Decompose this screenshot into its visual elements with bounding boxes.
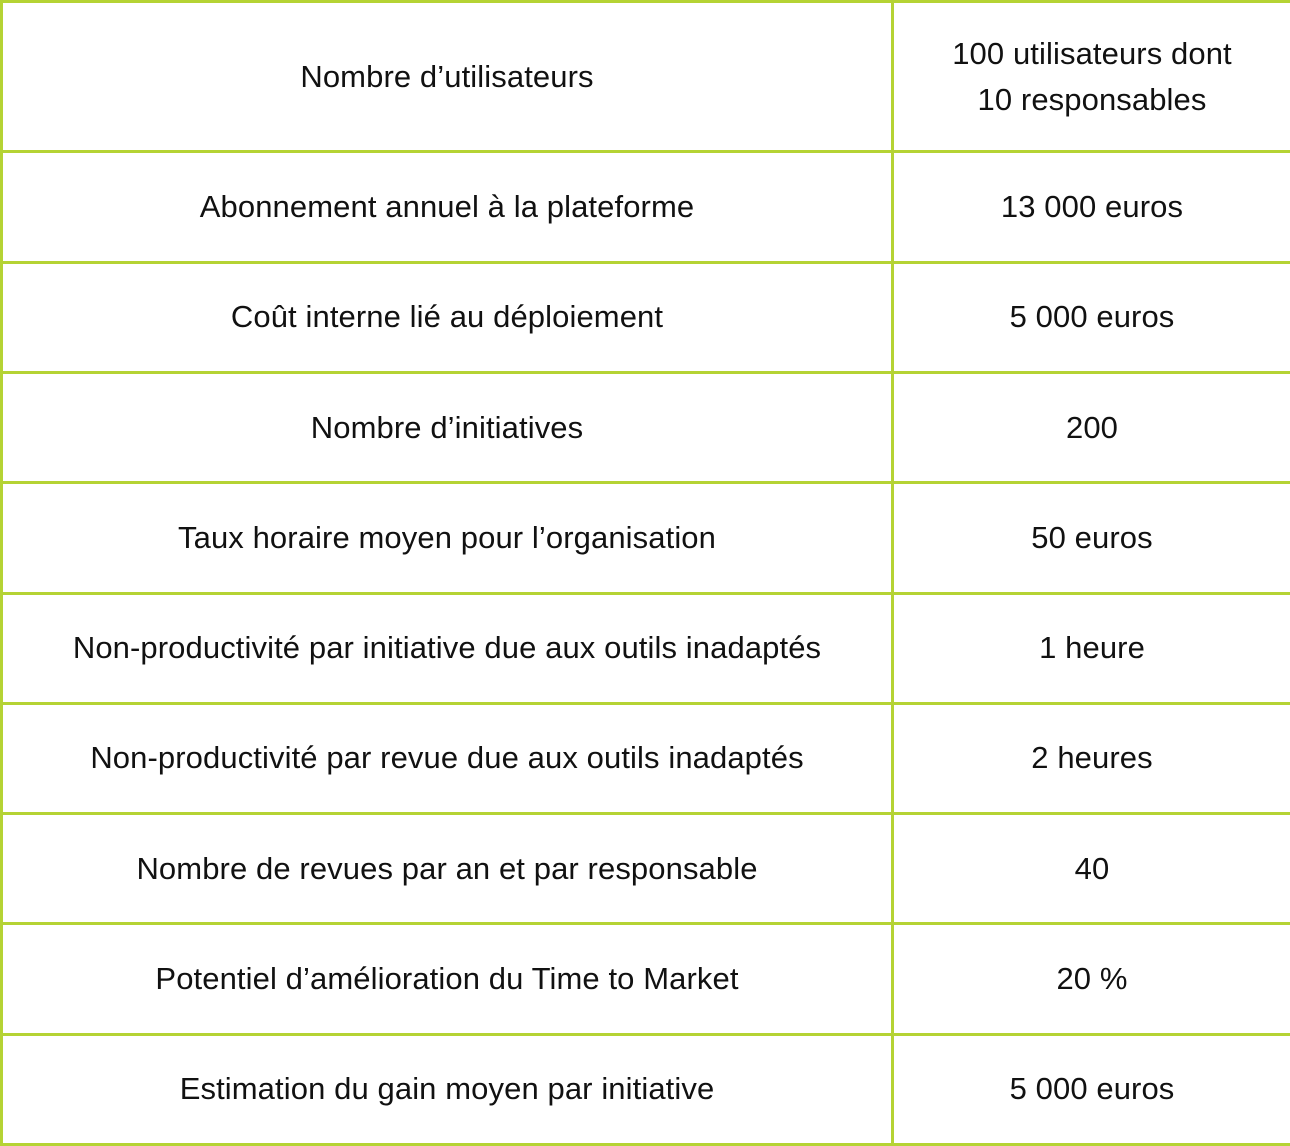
row-label: Taux horaire moyen pour l’organisation xyxy=(2,483,893,593)
row-value: 50 euros xyxy=(893,483,1290,593)
row-value: 13 000 euros xyxy=(893,152,1290,262)
table-row xyxy=(2,593,1290,703)
row-value xyxy=(893,2,1290,152)
row-value: 1 heure xyxy=(893,593,1290,703)
table-row xyxy=(2,262,1290,372)
row-label: Abonnement annuel à la plateforme xyxy=(2,152,893,262)
row-label: Potentiel d’amélioration du Time to Market xyxy=(2,924,893,1034)
table-row xyxy=(2,703,1290,813)
row-value: 200 xyxy=(893,372,1290,482)
row-value-line: 10 responsables xyxy=(977,81,1207,117)
row-label: Nombre d’initiatives xyxy=(2,372,893,482)
table-row xyxy=(2,483,1290,593)
row-value: 2 heures xyxy=(893,703,1290,813)
table-row xyxy=(2,152,1290,262)
table-row xyxy=(2,924,1290,1034)
row-label: Non-productivité par initiative due aux outils inadaptés xyxy=(2,593,893,703)
row-label: Nombre d’utilisateurs xyxy=(2,2,893,152)
table-row xyxy=(2,2,1290,152)
row-value: 5 000 euros xyxy=(893,262,1290,372)
row-value-line: 100 utilisateurs dont xyxy=(952,35,1232,71)
row-value: 20 % xyxy=(893,924,1290,1034)
table-row xyxy=(2,372,1290,482)
row-label: Coût interne lié au déploiement xyxy=(2,262,893,372)
table-row xyxy=(2,814,1290,924)
row-label: Nombre de revues par an et par responsable xyxy=(2,814,893,924)
table-row xyxy=(2,1034,1290,1144)
row-value: 5 000 euros xyxy=(893,1034,1290,1144)
row-label: Non-productivité par revue due aux outils inadaptés xyxy=(2,703,893,813)
row-value: 40 xyxy=(893,814,1290,924)
row-label: Estimation du gain moyen par initiative xyxy=(2,1034,893,1144)
